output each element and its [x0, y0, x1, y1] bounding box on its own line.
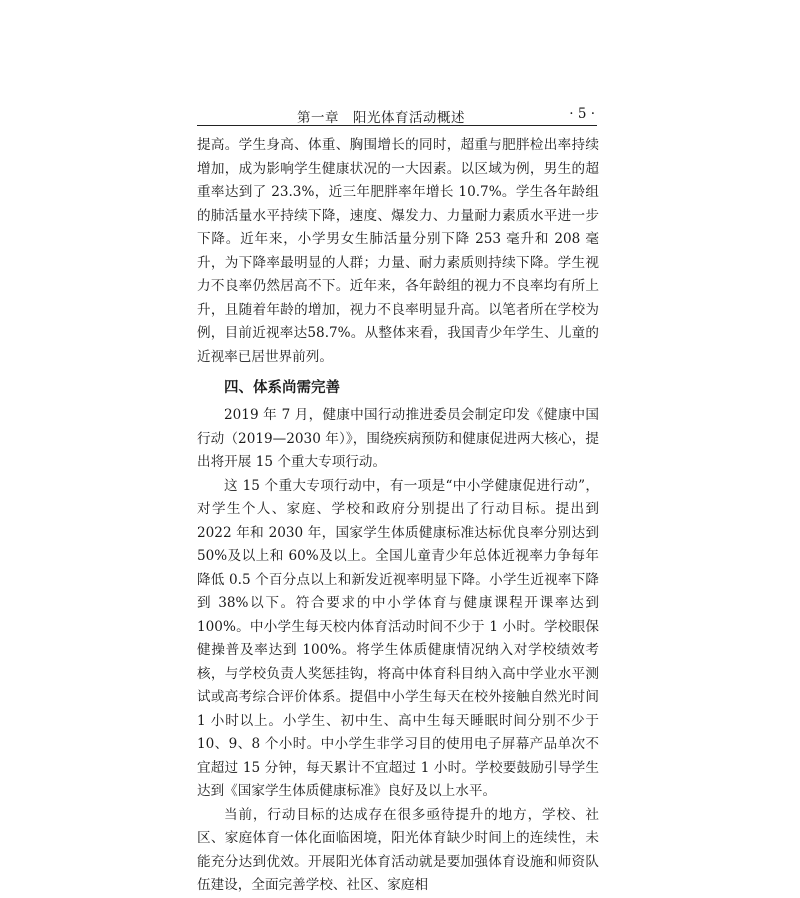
section-heading: 四、体系尚需完善: [224, 380, 340, 396]
page-number: · 5 ·: [569, 106, 595, 122]
paragraph: 这 15 个重大专项行动中，有一项是“中小学健康促进行动”，对学生个人、家庭、学校和政府分别提出了行动目标。提出到 2022 年和 2030 年，国家学生体质健康标准达标优良率分别达到 50%及以上和 60%及以上。全国儿童青少年总体近视率力争每年降低 0.5 个百分点以上和新发近视率明显下降。小学生近视率下降到 38%以下。符合要求的中小学体育与健康课程开课率达到 100%。中小学生每天校内体育活动时间不少于 1 小时。学校眼保健操普及率达到 100%。将学生体质健康情况纳入对学校绩效考核，与学校负责人奖惩挂钩，将高中体育科目纳入高中学业水平测试或高考综合评价体系。提倡中小学生每天在校外接触自然光时间 1 小时以上。小学生、初中生、高中生每天睡眠时间分别不少于 10、9、8 个小时。中小学生非学习目的使用电子屏幕产品单次不宜超过 15 分钟，每天累计不宜超过 1 小时。学校要鼓励引导学生达到《国家学生体质健康标准》良好及以上水平。: [197, 477, 599, 799]
paragraph: 2019 年 7 月，健康中国行动推进委员会制定印发《健康中国行动（2019—2030 年）》，围绕疾病预防和健康促进两大核心，提出将开展 15 个重大专项行动。: [197, 407, 599, 470]
running-header: [197, 103, 597, 126]
paragraph-continuation: 提高。学生身高、体重、胸围增长的同时，超重与肥胖检出率持续增加，成为影响学生健康状况的一大因素。以区域为例，男生的超重率达到了 23.3%，近三年肥胖率年增长 10.7%。学生各年龄组的肺活量水平持续下降，速度、爆发力、力量耐力素质水平进一步下降。近年来，小学男女生肺活量分别下降 253 毫升和 208 毫升，为下降率最明显的人群；力量、耐力素质则持续下降。学生视力不良率仍然居高不下。近年来，各年龄组的视力不良率均有所上升，且随着年龄的增加，视力不良率明显升高。以笔者所在学校为例，目前近视率达58.7%。从整体来看，我国青少年学生、儿童的近视率已居世界前列。: [197, 137, 599, 365]
paragraph: 当前，行动目标的达成存在很多亟待提升的地方，学校、社区、家庭体育一体化面临困境，阳光体育缺少时间上的连续性，未能充分达到优效。开展阳光体育活动就是要加强体育设施和师资队伍建设，全面完善学校、社区、家庭相: [197, 806, 599, 893]
chapter-title: 第一章 阳光体育活动概述: [297, 110, 465, 126]
page-body: [197, 134, 599, 898]
